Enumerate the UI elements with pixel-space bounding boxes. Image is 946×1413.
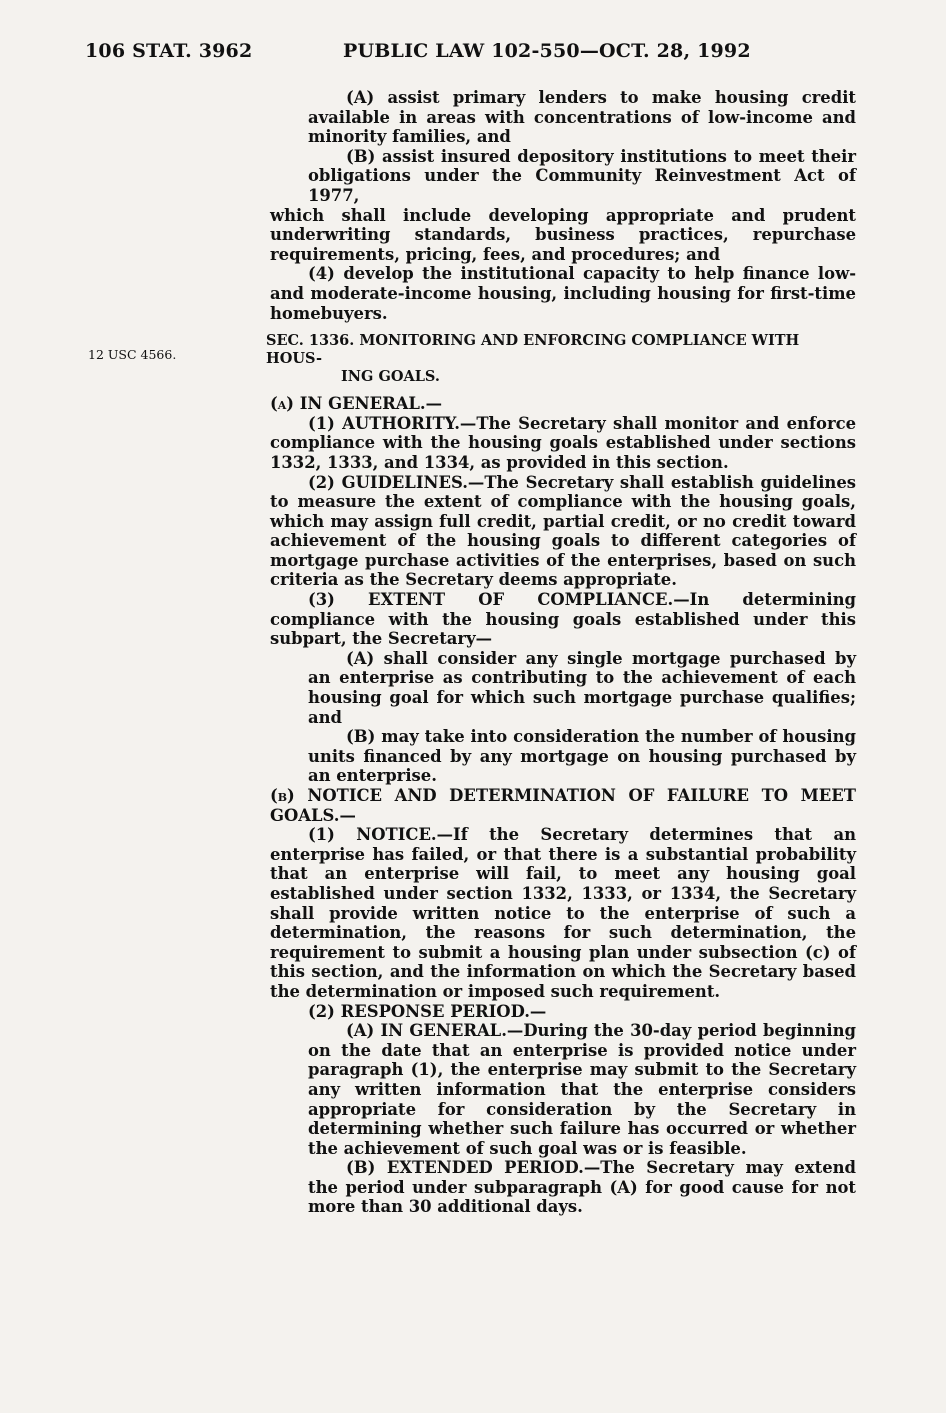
subsection-a2-text: The Secretary shall establish guidelines to measure the extent of compliance with the housing goals, which may assign full credit, partial credit, or no credit toward achievement of the housing goals to different categories of mortgage purchase activities of the enterprises, based on such criteria as the Secretary deems appropriate. — [270, 472, 856, 590]
subsection-a3-text: In determining compliance with the housing goals established under this subpart, the Secretary— — [270, 590, 856, 649]
subsection-b1 — [270, 825, 856, 1001]
margin-citation: 12 USC 4566. — [88, 347, 177, 362]
subsection-a2-heading: (2) GUIDELINES.— — [308, 472, 485, 492]
subsection-b2B — [270, 1158, 856, 1217]
section-heading — [266, 332, 856, 386]
stat-page-number: 106 STAT. 3962 — [85, 40, 253, 62]
subsection-a3-heading: (3) EXTENT OF COMPLIANCE.— — [308, 590, 690, 610]
subsection-b2A-text: During the 30-day period beginning on the date that an enterprise is provided notice under paragraph (1), the enterprise may submit to the Secretary any written information that the enterprise considers appropriate for consideration by the Secretary in determining whether such failure has occurred or whether the achievement of such goal was or is feasible. — [308, 1021, 856, 1158]
clause-continuation: which shall include developing appropriate and prudent underwriting standards, business practices, repurchase requirements, pricing, fees, and procedures; and — [270, 205, 856, 264]
clause-3B: (B) assist insured depository institutions to meet their obligations under the Community Reinvestment Act of 1977, — [308, 146, 856, 205]
section-heading-line1: SEC. 1336. MONITORING AND ENFORCING COMPLIANCE WITH HOUS- — [266, 332, 800, 368]
subsection-a-heading: (a) IN GENERAL.— — [270, 394, 443, 414]
subsection-a3A: (A) shall consider any single mortgage purchased by an enterprise as contributing to the achievement of each housing goal for which such mortgage purchase qualifies; and — [308, 648, 856, 727]
subsection-a1-heading: (1) AUTHORITY.— — [308, 413, 477, 433]
paragraph-4: (4) develop the institutional capacity to help finance low- and moderate-income housing, including housing for first-time homebuyers. — [270, 264, 856, 323]
subsection-a1-text: The Secretary shall monitor and enforce compliance with the housing goals established under sections 1332, 1333, and 1334, as provided in this section. — [270, 413, 856, 472]
public-law-citation: PUBLIC LAW 102-550—OCT. 28, 1992 — [343, 40, 751, 62]
subsection-a1 — [270, 414, 856, 473]
subsection-b2A-heading: (A) IN GENERAL.— — [346, 1021, 524, 1041]
subsection-b2-heading: (2) RESPONSE PERIOD.— — [308, 1001, 547, 1021]
subsection-b2A — [270, 1021, 856, 1158]
subsection-b1-heading: (1) NOTICE.— — [308, 825, 454, 845]
subsection-b2B-heading: (B) EXTENDED PERIOD.— — [346, 1158, 601, 1178]
statute-body — [266, 88, 856, 1217]
subsection-b-heading: (b) NOTICE AND DETERMINATION OF FAILURE TO MEET GOALS.— — [270, 786, 856, 825]
page-header — [85, 40, 885, 70]
subsection-a3B: (B) may take into consideration the number of housing units financed by any mortgage on housing purchased by an enterprise. — [308, 727, 856, 786]
subsection-a2 — [270, 473, 856, 591]
subsection-b1-text: If the Secretary determines that an enterprise has failed, or that there is a substantial probability that an enterprise will fail, to meet any housing goal established under section 1332, 1333, or 1334, the Secretary shall provide written notice to the enterprise of such a determination, the reasons for such determination, the requirement to submit a housing plan under subsection (c) of this section, and the information on which the Secretary based the determination or imposed such requirement. — [270, 825, 856, 1001]
subsection-a3 — [270, 590, 856, 649]
section-heading-line2: ING GOALS. — [341, 368, 440, 386]
subsection-b2B-text: The Secretary may extend the period under subparagraph (A) for good cause for not more than 30 additional days. — [308, 1158, 856, 1217]
clause-3A: (A) assist primary lenders to make housing credit available in areas with concentrations of low-income and minority families, and — [308, 88, 856, 147]
